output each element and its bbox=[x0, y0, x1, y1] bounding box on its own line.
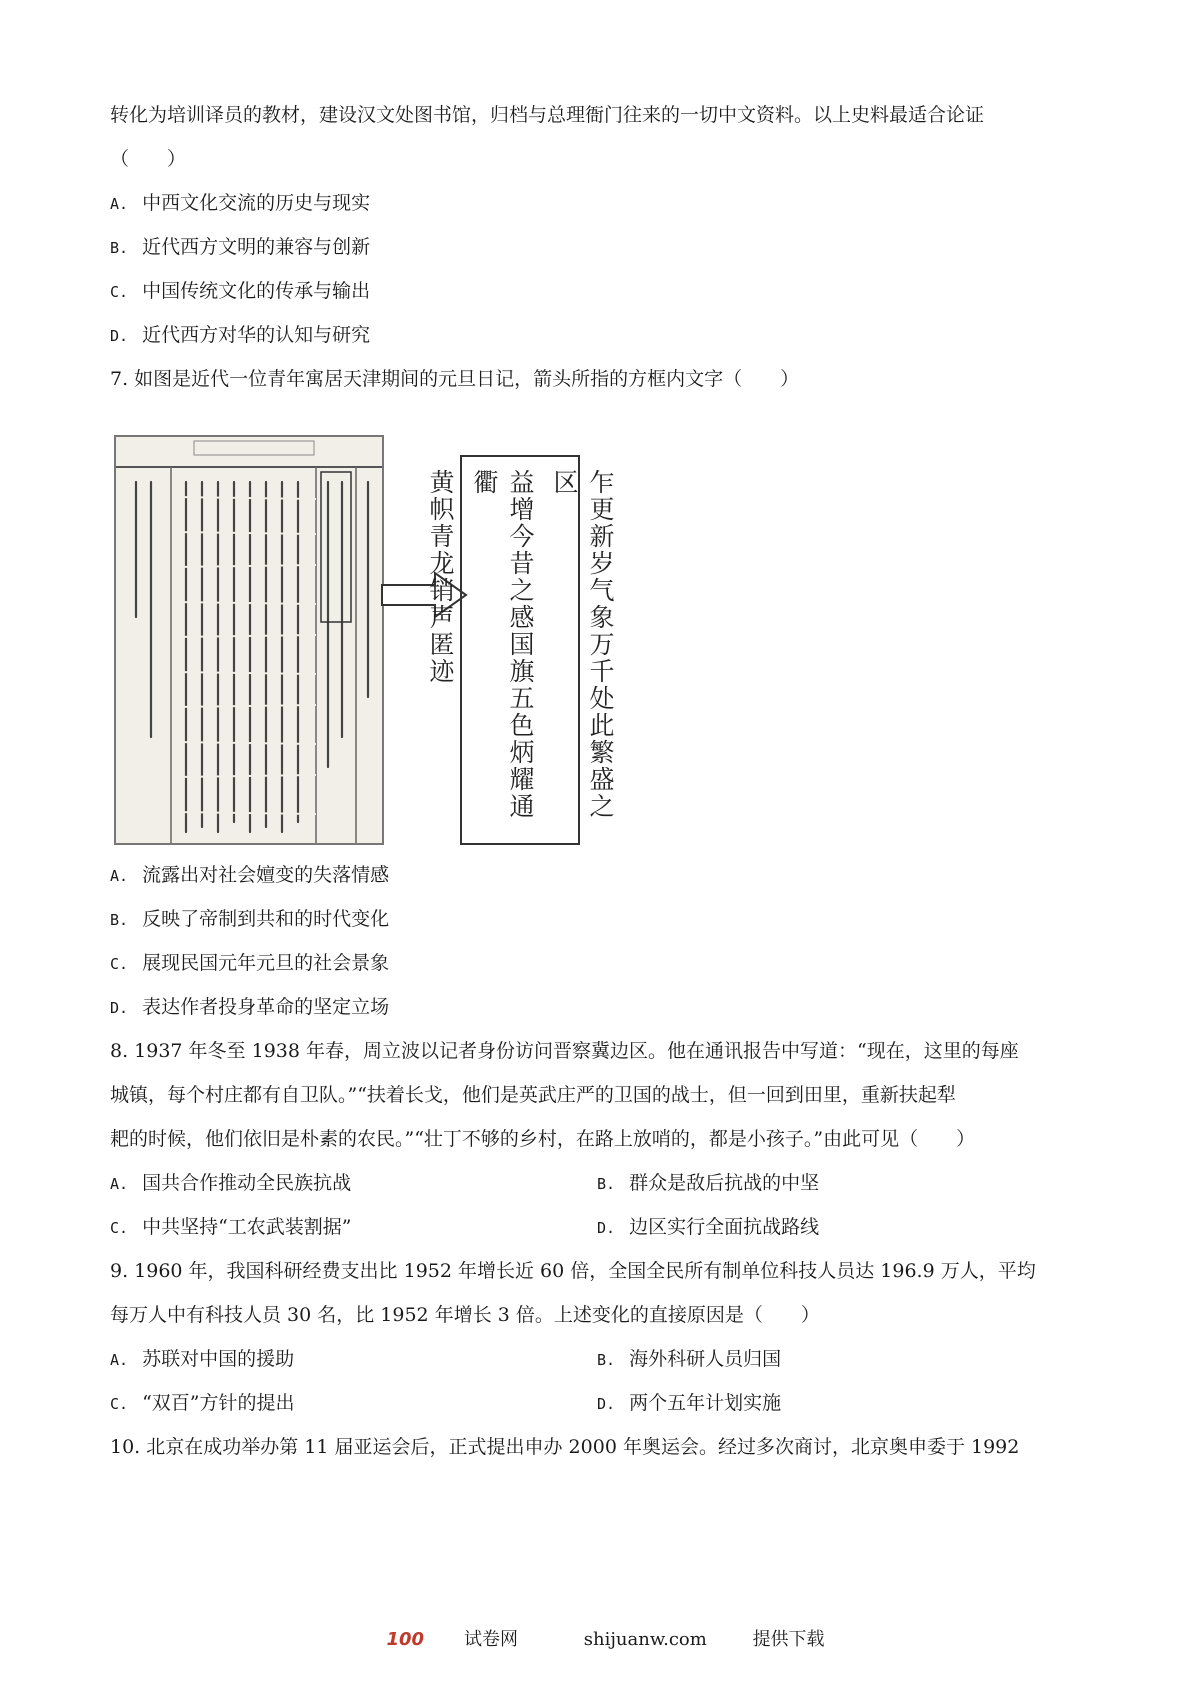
diary-text-box bbox=[426, 455, 615, 845]
q7-option-a bbox=[110, 862, 389, 889]
option-key: B. bbox=[597, 1175, 616, 1193]
option-text: 近代西方文明的兼容与创新 bbox=[142, 236, 371, 258]
option-key: B. bbox=[110, 239, 129, 257]
q8-stem-line-1: 8. 1937 年冬至 1938 年春，周立波以记者身份访问晋察冀边区。他在通讯报告中写道：“现在，这里的每座 bbox=[110, 1040, 1019, 1062]
q9-option-d bbox=[597, 1390, 781, 1417]
q10-stem-line-1: 10. 北京在成功举办第 11 届亚运会后，正式提出申办 2000 年奥运会。经过多次商讨，北京奥申委于 1992 bbox=[110, 1436, 1020, 1458]
q7-option-d bbox=[110, 994, 389, 1021]
option-key: B. bbox=[110, 911, 129, 929]
option-text: 中共坚持“工农武装割据” bbox=[142, 1216, 352, 1238]
option-key: D. bbox=[110, 999, 129, 1017]
option-text: 中西文化交流的历史与现实 bbox=[142, 192, 371, 214]
q9-option-b bbox=[597, 1346, 781, 1373]
q7-option-b bbox=[110, 906, 389, 933]
q9-option-a bbox=[110, 1346, 294, 1373]
diary-text-column-2: 益增今昔之感国旗五色炳耀通衢 bbox=[470, 469, 535, 820]
option-key: B. bbox=[597, 1351, 616, 1369]
option-text: 近代西方对华的认知与研究 bbox=[142, 324, 371, 346]
footer-logo[interactable] bbox=[366, 1629, 538, 1650]
option-text: 展现民国元年元旦的社会景象 bbox=[142, 952, 390, 974]
diary-scan-illustration bbox=[116, 437, 384, 845]
option-text: 反映了帝制到共和的时代变化 bbox=[142, 908, 390, 930]
option-text: 中国传统文化的传承与输出 bbox=[142, 280, 371, 302]
option-key: D. bbox=[110, 327, 129, 345]
q8-option-a bbox=[110, 1170, 351, 1197]
page-footer bbox=[0, 1625, 1191, 1651]
option-key: D. bbox=[597, 1219, 616, 1237]
option-text: 两个五年计划实施 bbox=[629, 1392, 782, 1414]
option-key: A. bbox=[110, 195, 129, 213]
q6-option-d bbox=[110, 322, 370, 349]
q8-option-c bbox=[110, 1214, 352, 1241]
q9-stem-line-1: 9. 1960 年，我国科研经费支出比 1952 年增长近 60 倍，全国全民所有制单位科技人员达 196.9 万人，平均 bbox=[110, 1260, 1036, 1282]
q6-option-b bbox=[110, 234, 370, 261]
q7-stem: 7. 如图是近代一位青年寓居天津期间的元旦日记，箭头所指的方框内文字（ ） bbox=[110, 368, 800, 390]
q6-option-c bbox=[110, 278, 370, 305]
q7-option-c bbox=[110, 950, 389, 977]
option-text: 苏联对中国的援助 bbox=[142, 1348, 295, 1370]
q8-stem-line-3: 耙的时候，他们依旧是朴素的农民。”“壮丁不够的乡村，在路上放哨的，都是小孩子。”由此可见（ ） bbox=[110, 1128, 976, 1150]
q8-stem-line-2: 城镇，每个村庄都有自卫队。”“扶着长戈，他们是英武庄严的卫国的战士，但一回到田里，重新扶起犁 bbox=[110, 1084, 956, 1106]
option-text: 国共合作推动全民族抗战 bbox=[142, 1172, 352, 1194]
option-key: C. bbox=[110, 955, 129, 973]
option-text: 流露出对社会嬗变的失落情感 bbox=[142, 864, 390, 886]
option-key: A. bbox=[110, 1175, 129, 1193]
option-text: “双百”方针的提出 bbox=[142, 1392, 295, 1414]
option-text: 海外科研人员归国 bbox=[629, 1348, 782, 1370]
q6-answer-paren: （ ） bbox=[110, 148, 187, 170]
logo-number: 100 bbox=[386, 1629, 425, 1650]
option-key: D. bbox=[597, 1395, 616, 1413]
diary-figure bbox=[110, 425, 615, 845]
logo-text: 试卷网 bbox=[464, 1629, 519, 1650]
q8-option-b bbox=[597, 1170, 819, 1197]
option-text: 群众是敌后抗战的中坚 bbox=[629, 1172, 820, 1194]
option-text: 边区实行全面抗战路线 bbox=[629, 1216, 820, 1238]
option-key: A. bbox=[110, 1351, 129, 1369]
diary-scan-image bbox=[114, 435, 384, 845]
option-key: A. bbox=[110, 867, 129, 885]
option-key: C. bbox=[110, 1395, 129, 1413]
option-key: C. bbox=[110, 1219, 129, 1237]
q9-stem-line-2: 每万人中有科技人员 30 名，比 1952 年增长 3 倍。上述变化的直接原因是（ ） bbox=[110, 1304, 820, 1326]
footer-note: 提供下载 bbox=[752, 1629, 825, 1650]
diary-text-column-3: 黄帜青龙销声匿迹 bbox=[426, 469, 455, 685]
diary-text-column-1: 乍更新岁气象万千处此繁盛之区 bbox=[550, 469, 615, 820]
q8-option-d bbox=[597, 1214, 819, 1241]
q9-option-c bbox=[110, 1390, 295, 1417]
q6-stem-line: 转化为培训译员的教材，建设汉文处图书馆，归档与总理衙门往来的一切中文资料。以上史料最适合论证 bbox=[110, 104, 985, 126]
option-key: C. bbox=[110, 283, 129, 301]
footer-site-link[interactable]: shijuanw.com bbox=[583, 1629, 707, 1650]
option-text: 表达作者投身革命的坚定立场 bbox=[142, 996, 390, 1018]
q6-option-a bbox=[110, 190, 370, 217]
